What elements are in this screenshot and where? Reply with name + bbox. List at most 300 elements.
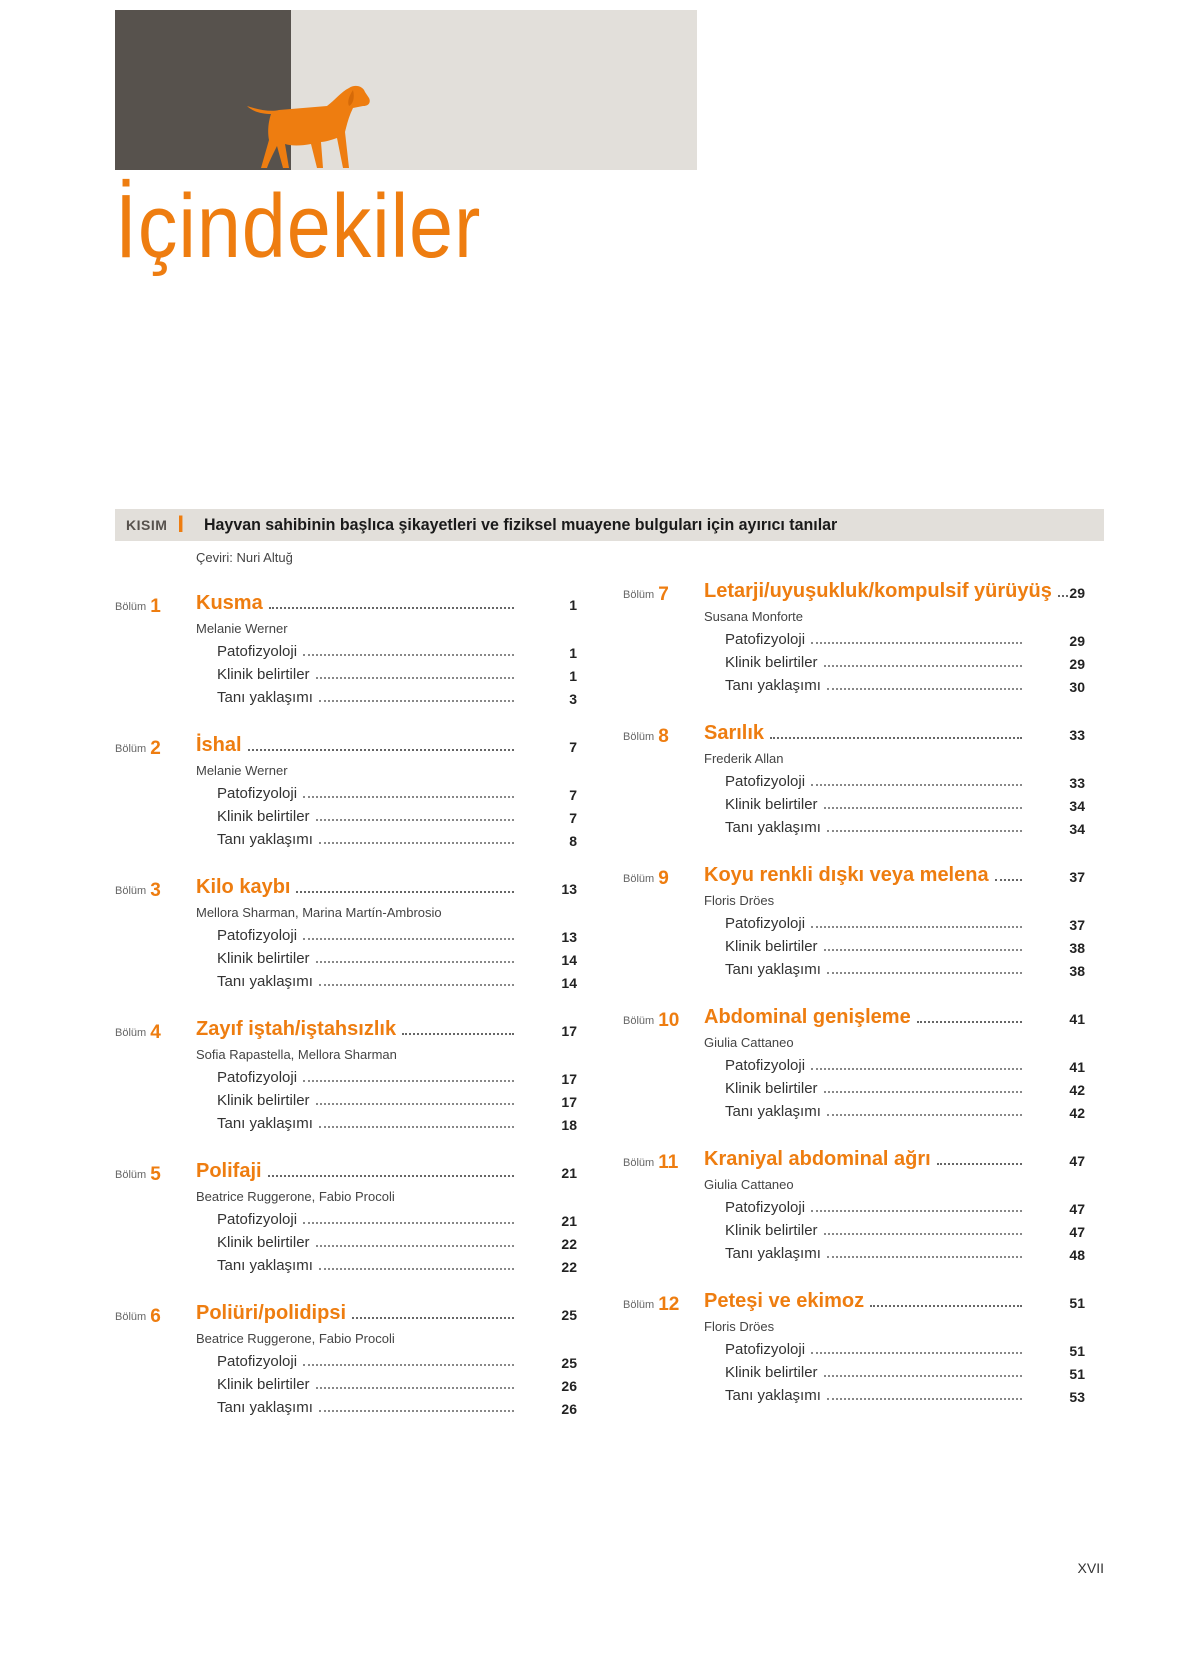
section-page: 22 [561, 1236, 577, 1252]
chapter-word: Bölüm [115, 601, 147, 613]
chapter-heading [623, 1290, 1085, 1316]
section-clinical-signs [115, 1376, 577, 1399]
chapter-label [623, 1010, 679, 1032]
chapter-authors: Mellora Sharman, Marina Martín-Ambrosio [196, 905, 442, 920]
section-title-row [725, 938, 1024, 955]
chapter-title: Sarılık [704, 722, 765, 744]
section-page: 38 [1069, 963, 1085, 979]
dot-leader [824, 949, 1022, 951]
section-title: Tanı yaklaşımı [217, 1399, 313, 1416]
chapter-word: Bölüm [623, 1299, 655, 1311]
section-page: 14 [561, 975, 577, 991]
chapter-page: 21 [561, 1165, 577, 1181]
header-banner [115, 10, 697, 170]
dot-leader [827, 1256, 1022, 1258]
section-title: Patofizyoloji [725, 1199, 806, 1216]
chapter-title: Abdominal genişleme [704, 1006, 911, 1028]
section-pathophysiology [115, 785, 577, 808]
section-title-row [725, 773, 1024, 790]
dot-leader [269, 607, 514, 609]
chapter-title-row [704, 1290, 1024, 1313]
dot-leader [303, 938, 514, 940]
section-page: 34 [1069, 798, 1085, 814]
chapter-number: 10 [658, 1010, 680, 1031]
chapter-authors: Beatrice Ruggerone, Fabio Procoli [196, 1189, 395, 1204]
chapter-page: 33 [1069, 727, 1085, 743]
dot-leader [352, 1317, 514, 1319]
section-title: Tanı yaklaşımı [725, 677, 821, 694]
section-title-row [725, 915, 1024, 932]
section-title: Klinik belirtiler [217, 950, 310, 967]
chapter-authors: Melanie Werner [196, 763, 288, 778]
section-diagnostic-approach [115, 689, 577, 712]
dot-leader [319, 984, 514, 986]
chapter-title-row [196, 592, 516, 615]
chapter-heading [115, 1302, 577, 1328]
dot-leader [827, 972, 1022, 974]
section-page: 26 [561, 1378, 577, 1394]
page-title: İçindekiler [115, 177, 482, 277]
chapter-number: 4 [150, 1022, 161, 1043]
section-title: Tanı yaklaşımı [725, 819, 821, 836]
section-page: 30 [1069, 679, 1085, 695]
toc-chapter-3 [115, 876, 577, 996]
section-page: 42 [1069, 1105, 1085, 1121]
chapter-word: Bölüm [623, 873, 655, 885]
section-page: 17 [561, 1094, 577, 1110]
toc-chapter-4 [115, 1018, 577, 1138]
section-clinical-signs [623, 938, 1085, 961]
section-title-row [217, 1115, 516, 1132]
part-number: I [177, 511, 185, 538]
section-title: Klinik belirtiler [725, 1080, 818, 1097]
dot-leader [248, 749, 514, 751]
section-clinical-signs [623, 1222, 1085, 1245]
chapter-title: Zayıf iştah/iştahsızlık [196, 1018, 397, 1040]
section-title-row [217, 1257, 516, 1274]
dot-leader [316, 1387, 514, 1389]
section-pathophysiology [115, 1211, 577, 1234]
section-title-row [217, 785, 516, 802]
section-pathophysiology [115, 1069, 577, 1092]
chapter-authors: Giulia Cattaneo [704, 1177, 794, 1192]
chapter-word: Bölüm [115, 885, 147, 897]
section-title: Tanı yaklaşımı [217, 831, 313, 848]
part-title: Hayvan sahibinin başlıca şikayetleri ve fiziksel muayene bulguları için ayırıcı tanılar [204, 515, 838, 534]
section-pathophysiology [623, 1341, 1085, 1364]
chapter-title-row [196, 876, 516, 899]
section-title-row [217, 1234, 516, 1251]
section-title-row [217, 831, 516, 848]
section-pathophysiology [623, 915, 1085, 938]
section-title-row [725, 1245, 1024, 1262]
section-page: 26 [561, 1401, 577, 1417]
chapter-word: Bölüm [115, 1027, 147, 1039]
chapter-number: 7 [658, 584, 669, 605]
chapter-number: 5 [150, 1164, 161, 1185]
chapter-page: 37 [1069, 869, 1085, 885]
section-title: Tanı yaklaşımı [725, 961, 821, 978]
section-title-row [725, 654, 1024, 671]
section-title: Tanı yaklaşımı [217, 1257, 313, 1274]
chapter-page: 29 [1069, 585, 1085, 601]
section-title: Tanı yaklaşımı [725, 1387, 821, 1404]
dot-leader [811, 926, 1022, 928]
section-page: 1 [569, 668, 577, 684]
chapter-title: Peteşi ve ekimoz [704, 1290, 865, 1312]
dot-leader [319, 1268, 514, 1270]
chapter-word: Bölüm [623, 589, 655, 601]
section-page: 7 [569, 810, 577, 826]
section-pathophysiology [115, 1353, 577, 1376]
section-title: Patofizyoloji [725, 1057, 806, 1074]
chapter-title-row [196, 1018, 516, 1041]
dot-leader [827, 1114, 1022, 1116]
dot-leader [811, 1352, 1022, 1354]
section-title-row [217, 927, 516, 944]
section-title: Patofizyoloji [725, 631, 806, 648]
section-page: 25 [561, 1355, 577, 1371]
section-pathophysiology [115, 643, 577, 666]
chapter-number: 12 [658, 1294, 680, 1315]
chapter-title: Kraniyal abdominal ağrı [704, 1148, 931, 1170]
section-title-row [217, 1376, 516, 1393]
section-clinical-signs [115, 666, 577, 689]
chapter-word: Bölüm [115, 1311, 147, 1323]
chapter-authors: Sofia Rapastella, Mellora Sharman [196, 1047, 397, 1062]
chapter-label [623, 1294, 679, 1316]
chapter-label [115, 880, 161, 902]
chapter-title: Kilo kaybı [196, 876, 291, 898]
toc-chapter-7 [623, 580, 1085, 700]
section-page: 38 [1069, 940, 1085, 956]
section-diagnostic-approach [115, 1257, 577, 1280]
section-title: Tanı yaklaşımı [217, 1115, 313, 1132]
section-title-row [725, 1199, 1024, 1216]
dot-leader [937, 1163, 1022, 1165]
chapter-heading [623, 580, 1085, 606]
dot-leader [319, 842, 514, 844]
section-clinical-signs [623, 654, 1085, 677]
chapter-heading [115, 734, 577, 760]
dot-leader [827, 1398, 1022, 1400]
section-page: 41 [1069, 1059, 1085, 1075]
section-title-row [217, 1092, 516, 1109]
page-number: XVII [1077, 1560, 1104, 1576]
section-clinical-signs [623, 1364, 1085, 1387]
dot-leader [303, 654, 514, 656]
section-title: Klinik belirtiler [725, 1364, 818, 1381]
chapter-page: 51 [1069, 1295, 1085, 1311]
dot-leader [811, 1068, 1022, 1070]
dot-leader [268, 1175, 514, 1177]
section-title-row [217, 666, 516, 683]
chapter-page: 47 [1069, 1153, 1085, 1169]
chapter-title: Poliüri/polidipsi [196, 1302, 346, 1324]
part-header [115, 509, 1104, 541]
part-label: KISIM [126, 517, 168, 533]
chapter-authors: Beatrice Ruggerone, Fabio Procoli [196, 1331, 395, 1346]
chapter-title-row [196, 1160, 516, 1183]
section-title-row [217, 643, 516, 660]
section-page: 37 [1069, 917, 1085, 933]
toc-chapter-6 [115, 1302, 577, 1422]
section-title: Patofizyoloji [725, 773, 806, 790]
dot-leader [870, 1305, 1022, 1307]
dot-leader [316, 819, 514, 821]
section-page: 47 [1069, 1201, 1085, 1217]
section-title-row [725, 796, 1024, 813]
chapter-heading [623, 864, 1085, 890]
chapter-title-row [196, 734, 516, 757]
section-title: Patofizyoloji [217, 1069, 298, 1086]
section-page: 13 [561, 929, 577, 945]
section-title: Klinik belirtiler [217, 666, 310, 683]
section-page: 3 [569, 691, 577, 707]
section-clinical-signs [623, 796, 1085, 819]
dot-leader [319, 1410, 514, 1412]
dot-leader [811, 784, 1022, 786]
chapter-number: 2 [150, 738, 161, 759]
section-title-row [217, 808, 516, 825]
dot-leader [316, 1245, 514, 1247]
dot-leader [303, 1222, 514, 1224]
section-title: Klinik belirtiler [217, 808, 310, 825]
toc-chapter-11 [623, 1148, 1085, 1268]
dot-leader [296, 891, 514, 893]
dot-leader [316, 1103, 514, 1105]
chapter-title-row [704, 864, 1024, 887]
chapter-page: 1 [569, 597, 577, 613]
section-title: Tanı yaklaşımı [217, 973, 313, 990]
chapter-label [115, 596, 161, 618]
section-title: Klinik belirtiler [725, 938, 818, 955]
chapter-heading [623, 1148, 1085, 1174]
section-diagnostic-approach [623, 819, 1085, 842]
section-title-row [725, 1387, 1024, 1404]
dot-leader [827, 688, 1022, 690]
section-page: 8 [569, 833, 577, 849]
chapter-number: 3 [150, 880, 161, 901]
section-page: 42 [1069, 1082, 1085, 1098]
dot-leader [316, 677, 514, 679]
chapter-label [115, 1164, 161, 1186]
section-pathophysiology [623, 1199, 1085, 1222]
section-clinical-signs [623, 1080, 1085, 1103]
section-page: 18 [561, 1117, 577, 1133]
chapter-authors: Melanie Werner [196, 621, 288, 636]
chapter-number: 11 [658, 1152, 679, 1173]
section-title: Klinik belirtiler [217, 1092, 310, 1109]
section-clinical-signs [115, 950, 577, 973]
section-page: 48 [1069, 1247, 1085, 1263]
section-title: Klinik belirtiler [725, 796, 818, 813]
section-diagnostic-approach [115, 973, 577, 996]
chapter-heading [623, 1006, 1085, 1032]
section-page: 7 [569, 787, 577, 803]
chapter-title: Letarji/uyuşukluk/kompulsif yürüyüş [704, 580, 1052, 602]
section-title-row [725, 819, 1024, 836]
dot-leader [402, 1033, 514, 1035]
chapter-word: Bölüm [623, 1157, 655, 1169]
section-title: Patofizyoloji [725, 1341, 806, 1358]
section-page: 34 [1069, 821, 1085, 837]
section-diagnostic-approach [623, 961, 1085, 984]
section-page: 1 [569, 645, 577, 661]
section-title: Tanı yaklaşımı [217, 689, 313, 706]
section-page: 21 [561, 1213, 577, 1229]
dot-leader [917, 1021, 1022, 1023]
chapter-authors: Floris Dröes [704, 1319, 775, 1334]
section-page: 51 [1069, 1366, 1085, 1382]
dot-leader [319, 1126, 514, 1128]
chapter-authors: Giulia Cattaneo [704, 1035, 794, 1050]
section-diagnostic-approach [623, 1387, 1085, 1410]
chapter-label [623, 1152, 678, 1174]
chapter-word: Bölüm [115, 743, 147, 755]
section-pathophysiology [623, 631, 1085, 654]
dot-leader [824, 1233, 1022, 1235]
chapter-label [115, 1306, 161, 1328]
section-title-row [725, 1364, 1024, 1381]
dot-leader [824, 1091, 1022, 1093]
chapter-title-row [704, 1006, 1024, 1029]
section-title-row [725, 961, 1024, 978]
chapter-heading [115, 592, 577, 618]
section-diagnostic-approach [623, 677, 1085, 700]
section-clinical-signs [115, 1234, 577, 1257]
section-clinical-signs [115, 808, 577, 831]
section-title: Klinik belirtiler [725, 654, 818, 671]
section-title-row [217, 1353, 516, 1370]
section-diagnostic-approach [623, 1103, 1085, 1126]
toc-chapter-12 [623, 1290, 1085, 1410]
dot-leader [811, 1210, 1022, 1212]
dot-leader [303, 1080, 514, 1082]
chapter-page: 41 [1069, 1011, 1085, 1027]
section-page: 47 [1069, 1224, 1085, 1240]
section-title-row [217, 1069, 516, 1086]
chapter-number: 1 [150, 596, 161, 617]
section-title: Patofizyoloji [217, 643, 298, 660]
dot-leader [995, 879, 1022, 881]
chapter-word: Bölüm [623, 731, 655, 743]
section-title-row [725, 677, 1024, 694]
chapter-title: Koyu renkli dışkı veya melena [704, 864, 989, 886]
section-diagnostic-approach [623, 1245, 1085, 1268]
chapter-heading [115, 1160, 577, 1186]
section-pathophysiology [623, 773, 1085, 796]
chapter-label [623, 584, 669, 606]
section-title-row [725, 1103, 1024, 1120]
section-title-row [217, 950, 516, 967]
chapter-authors: Susana Monforte [704, 609, 804, 624]
dot-leader [824, 1375, 1022, 1377]
chapter-authors: Frederik Allan [704, 751, 784, 766]
chapter-number: 6 [150, 1306, 161, 1327]
toc-chapter-8 [623, 722, 1085, 842]
dot-leader [824, 807, 1022, 809]
section-title: Patofizyoloji [217, 927, 298, 944]
section-page: 29 [1069, 656, 1085, 672]
dot-leader [811, 642, 1022, 644]
dot-leader [316, 961, 514, 963]
section-page: 22 [561, 1259, 577, 1275]
section-clinical-signs [115, 1092, 577, 1115]
chapter-number: 8 [658, 726, 669, 747]
section-title-row [725, 1057, 1024, 1074]
chapter-heading [115, 1018, 577, 1044]
chapter-label [115, 738, 161, 760]
section-page: 29 [1069, 633, 1085, 649]
section-title: Patofizyoloji [217, 1353, 298, 1370]
section-page: 17 [561, 1071, 577, 1087]
chapter-label [623, 726, 669, 748]
section-title-row [217, 1399, 516, 1416]
section-title-row [217, 973, 516, 990]
chapter-label [115, 1022, 161, 1044]
chapter-heading [623, 722, 1085, 748]
dot-leader [827, 830, 1022, 832]
toc-column-right [623, 580, 1085, 1432]
chapter-page: 25 [561, 1307, 577, 1323]
chapter-word: Bölüm [115, 1169, 147, 1181]
chapter-number: 9 [658, 868, 669, 889]
chapter-title-row [704, 722, 1024, 745]
dot-leader [303, 1364, 514, 1366]
section-title: Patofizyoloji [725, 915, 806, 932]
chapter-title-row [196, 1302, 516, 1325]
section-title-row [725, 1341, 1024, 1358]
toc-chapter-10 [623, 1006, 1085, 1126]
section-title-row [217, 1211, 516, 1228]
toc-column-left [115, 592, 577, 1444]
section-title-row [725, 1222, 1024, 1239]
chapter-title: İshal [196, 734, 242, 756]
chapter-authors: Floris Dröes [704, 893, 775, 908]
section-title-row [725, 631, 1024, 648]
section-page: 51 [1069, 1343, 1085, 1359]
dot-leader [770, 737, 1022, 739]
chapter-title-row [704, 580, 1052, 603]
section-title: Klinik belirtiler [725, 1222, 818, 1239]
chapter-label [623, 868, 669, 890]
section-title: Tanı yaklaşımı [725, 1245, 821, 1262]
section-title: Patofizyoloji [217, 1211, 298, 1228]
section-page: 53 [1069, 1389, 1085, 1405]
chapter-heading [115, 876, 577, 902]
chapter-title: Kusma [196, 592, 263, 614]
toc-chapter-9 [623, 864, 1085, 984]
chapter-title-row [704, 1148, 1024, 1171]
section-title: Klinik belirtiler [217, 1234, 310, 1251]
dot-leader [319, 700, 514, 702]
chapter-page: 13 [561, 881, 577, 897]
section-title-row [725, 1080, 1024, 1097]
section-pathophysiology [623, 1057, 1085, 1080]
translation-credit: Çeviri: Nuri Altuğ [196, 550, 293, 565]
toc-chapter-2 [115, 734, 577, 854]
dot-leader [303, 796, 514, 798]
section-title: Patofizyoloji [217, 785, 298, 802]
section-diagnostic-approach [115, 1115, 577, 1138]
section-page: 33 [1069, 775, 1085, 791]
section-pathophysiology [115, 927, 577, 950]
chapter-page: 17 [561, 1023, 577, 1039]
section-title: Tanı yaklaşımı [725, 1103, 821, 1120]
dot-leader [824, 665, 1022, 667]
chapter-title: Polifaji [196, 1160, 262, 1182]
